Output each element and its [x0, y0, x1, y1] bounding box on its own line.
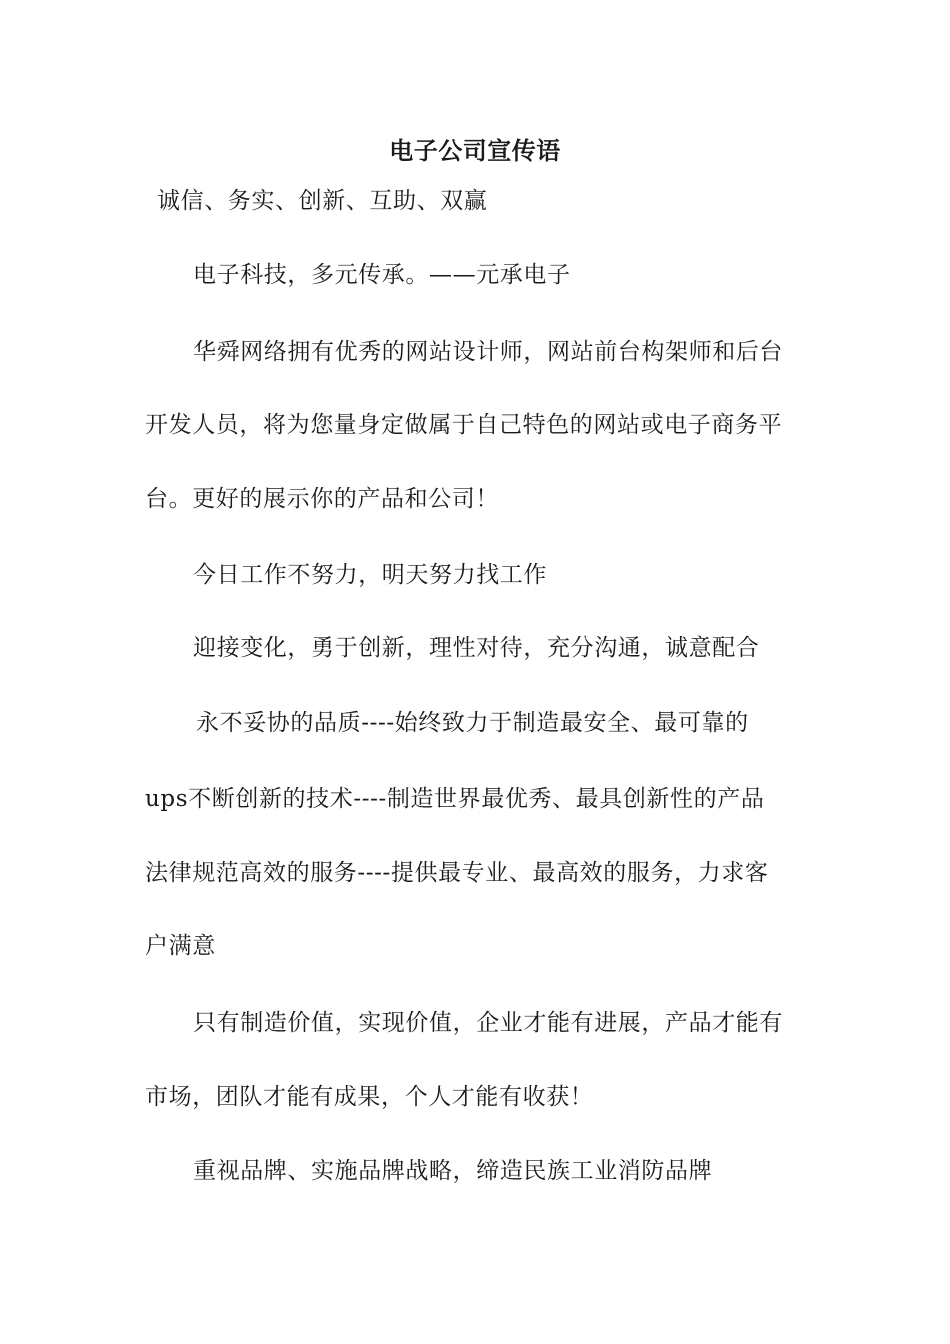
paragraph-line: 永不妥协的品质----始终致力于制造最安全、最可靠的 [196, 710, 749, 736]
paragraph-line: 重视品牌、实施品牌战略，缔造民族工业消防品牌 [193, 1158, 713, 1184]
paragraph-line: 华舜网络拥有优秀的网站设计师，网站前台构架师和后台 [193, 339, 783, 365]
paragraph-line: 迎接变化，勇于创新，理性对待，充分沟通，诚意配合 [193, 635, 760, 661]
paragraph-line: 只有制造价值，实现价值，企业才能有进展，产品才能有 [193, 1010, 783, 1036]
paragraph-line: ups不断创新的技术----制造世界最优秀、最具创新性的产品 [145, 786, 765, 812]
slogan-line: 诚信、务实、创新、互助、双赢 [157, 188, 488, 214]
paragraph-line: 台。更好的展示你的产品和公司！ [145, 486, 499, 512]
paragraph-line: 电子科技，多元传承。——元承电子 [193, 262, 571, 288]
paragraph-line: 户满意 [145, 933, 216, 959]
paragraph-line: 今日工作不努力，明天努力找工作 [193, 562, 547, 588]
document-title: 电子公司宣传语 [389, 137, 561, 165]
paragraph-line: 法律规范高效的服务----提供最专业、最高效的服务，力求客 [145, 860, 769, 886]
paragraph-line: 开发人员，将为您量身定做属于自己特色的网站或电子商务平 [145, 412, 783, 438]
paragraph-line: 市场，团队才能有成果，个人才能有收获！ [145, 1084, 594, 1110]
